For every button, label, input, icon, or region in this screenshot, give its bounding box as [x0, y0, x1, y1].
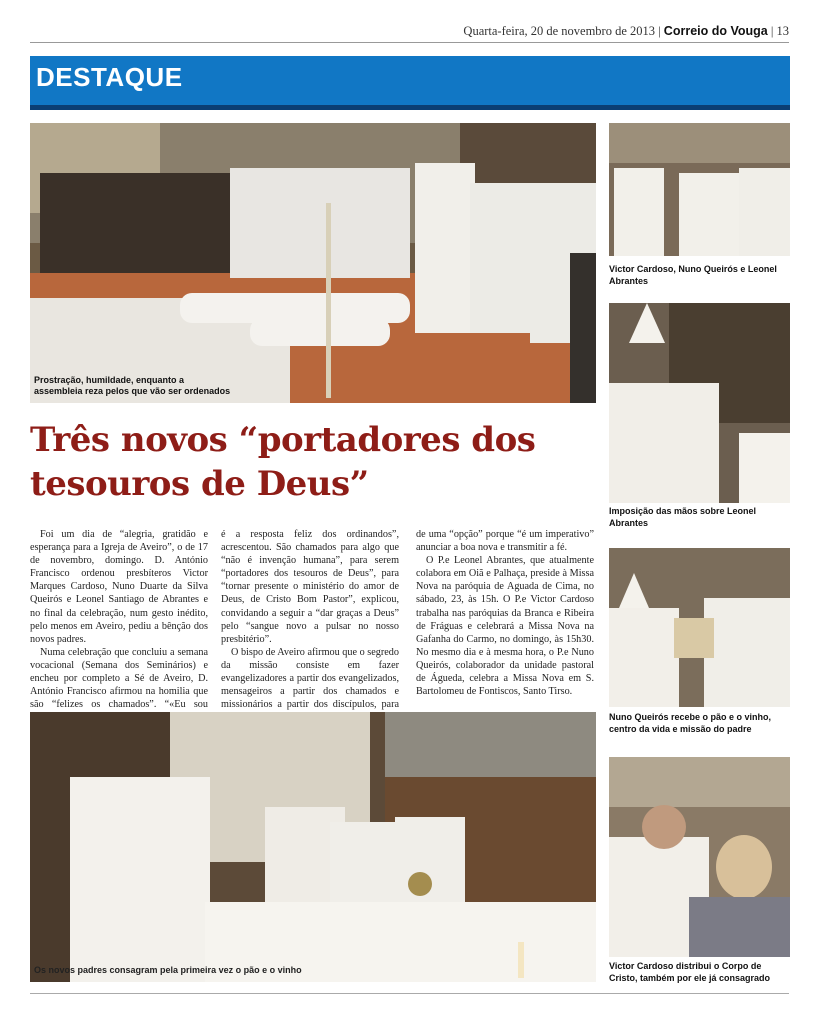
header-separator: | [770, 24, 774, 38]
header-rule [30, 42, 789, 43]
side-photo-2 [609, 303, 790, 503]
paragraph: é a resposta feliz dos ordinandos”, acrescentou. São chamados para algo que “não é invenção humana”, para serem “portadores dos tesouros de Deus”, para “tornar presente o ministério do amor de Deus, de Cristo Bom Pastor”, explicou, convidando a seguir a “dar graças a Deus” pelo “sangue novo a pulsar no nosso presbitério”. [221, 529, 399, 645]
newspaper-name: Correio do Vouga [663, 24, 768, 38]
issue-date: Quarta-feira, 20 de novembro de 2013 [463, 24, 656, 38]
side-photo-1-caption: Victor Cardoso, Nuno Queirós e Leonel Abrantes [609, 264, 777, 286]
section-title: DESTAQUE [36, 62, 183, 92]
paragraph: Numa celebração que concluiu a semana vocacional (Semana dos Seminários) e encheu por completo a Sé de Aveiro, D. António Francisco afirmou na homilia que são “felizes os chamados”. “«Eu sou [30, 646, 208, 711]
bottom-photo [30, 712, 596, 982]
bottom-photo-caption: Os novos padres consagram pela primeira vez o pão e o vinho [34, 965, 302, 975]
page-header [463, 24, 789, 39]
header-separator: | [658, 24, 661, 38]
side-photo-3-caption: Nuno Queirós recebe o pão e o vinho, centro da vida e missão do padre [609, 712, 772, 734]
paragraph: O P.e Leonel Abrantes, que atualmente colabora em Oiã e Palhaça, preside à Missa Nova na paróquia de Aguada de Cima, no sábado, 23, às 15h. O P.e Victor Cardoso trabalha nas paróquias da Branca e Ribeira de Fráguas e celebrará a Missa Nova na Gafanha do Carmo, no domingo, às 15h30. No mesmo dia e à mesma hora, o P.e Nuno Queirós, colaborador da unidade pastoral de Águeda, celebra a Missa Nova em S. Bartolomeu de Fontiscos, Santo Tirso. [416, 555, 594, 698]
side-photo-4-caption: Victor Cardoso distribui o Corpo de Cristo, também por ele já consagrado [609, 961, 771, 983]
article-column-2 [221, 528, 399, 724]
article-headline: Três novos “portadores dos tesouros de Deus” [30, 420, 536, 504]
paragraph: de uma “opção” porque “é um imperativo” anunciar a boa nova e transmitir a fé. [416, 529, 594, 554]
article-column-3 [416, 528, 594, 698]
side-photo-4 [609, 757, 790, 957]
article-column-1 [30, 528, 208, 724]
page-number: 13 [776, 24, 789, 38]
main-photo [30, 123, 596, 403]
main-photo-caption: Prostração, humildade, enquanto a assembleia reza pelos que vão ser ordenados [34, 375, 231, 396]
side-photo-3 [609, 548, 790, 707]
side-photo-2-caption: Imposição das mãos sobre Leonel Abrantes [609, 506, 757, 528]
paragraph: O bispo de Aveiro afirmou que o segredo da missão consiste em fazer evangelizadores a partir dos evangelizados, mensageiros a partir dos chamados e missionários a partir dos discípulos, para [221, 646, 399, 711]
section-banner [30, 56, 790, 110]
paragraph: Foi um dia de “alegria, gratidão e esperança para a Igreja de Aveiro”, o de 17 de novembro, domingo. D. António Francisco ordenou presbíteros Victor Marques Cardoso, Nuno Duarte da Silva Queirós e Leonel Santiago de Abrantes e no final da celebração, num gesto inédito, pelo menos em Aveiro, pediu a bênção dos novos padres. [30, 529, 208, 645]
side-photo-1 [609, 123, 790, 256]
footer-rule [30, 993, 789, 994]
